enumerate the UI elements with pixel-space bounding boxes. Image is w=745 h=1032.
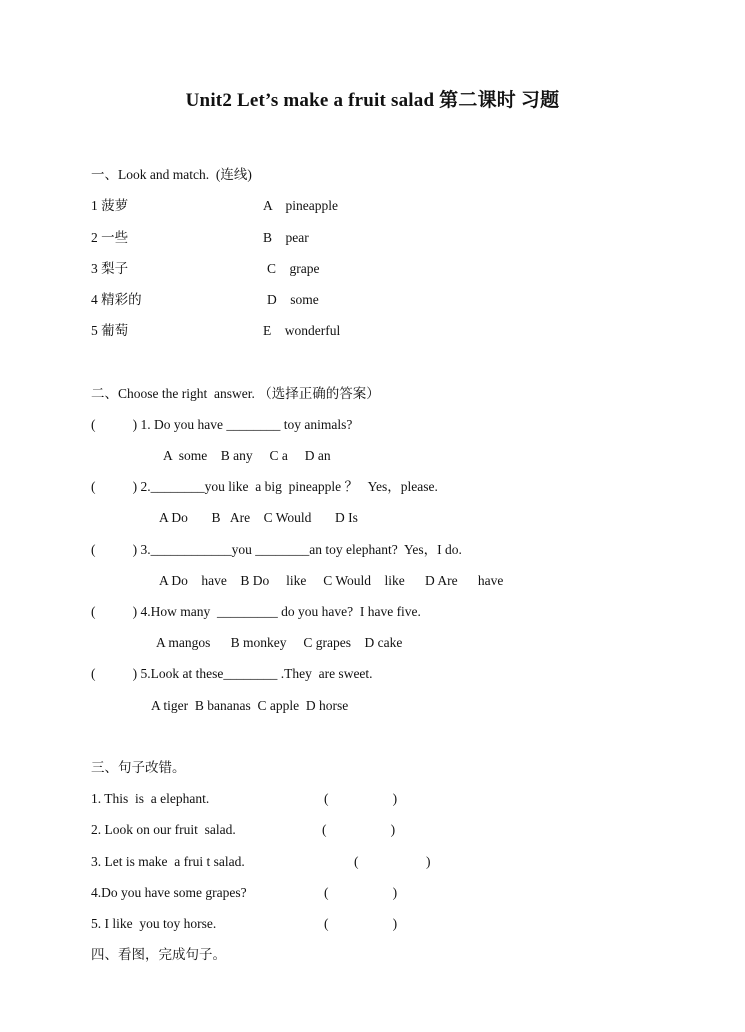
match-left-item: 4 精彩的 — [91, 292, 142, 307]
question-options: A mangos B monkey C grapes D cake — [156, 635, 403, 650]
match-left-item: 5 葡萄 — [91, 323, 129, 338]
correction-sentence: 5. I like you toy horse. — [91, 916, 217, 931]
match-right-item: D some — [267, 292, 319, 307]
answer-blank[interactable]: ( ) — [322, 822, 396, 837]
question-options: A Do have B Do like C Would like D Are have — [159, 573, 504, 588]
correction-sentence: 2. Look on our fruit salad. — [91, 822, 236, 837]
section2-heading: 二、Choose the right answer. （选择正确的答案） — [91, 386, 380, 401]
answer-blank[interactable]: ( ) — [324, 916, 398, 931]
question-options: A tiger B bananas C apple D horse — [151, 698, 349, 713]
match-left-item: 2 一些 — [91, 230, 129, 245]
question-stem: ( ) 2.________you like a big pineapple ？ Yes，please. — [91, 479, 438, 494]
match-left-item: 1 菠萝 — [91, 198, 129, 213]
page-title: Unit2 Let’s make a fruit salad 第二课时 习题 — [185, 90, 560, 111]
section3-heading: 三、句子改错。 — [91, 760, 186, 775]
question-stem: ( ) 5.Look at these________ .They are sweet. — [91, 666, 373, 681]
question-stem: ( ) 3.____________you ________an toy elephant? Yes，I do. — [91, 542, 462, 557]
answer-blank[interactable]: ( ) — [354, 854, 431, 869]
section1-heading: 一、Look and match. (连线) — [91, 167, 252, 182]
question-stem: ( ) 4.How many _________ do you have? I have five. — [91, 604, 421, 619]
section4-heading: 四、看图，完成句子。 — [91, 947, 226, 962]
question-stem: ( ) 1. Do you have ________ toy animals? — [91, 417, 353, 432]
match-right-item: C grape — [267, 261, 320, 276]
match-right-item: B pear — [263, 230, 309, 245]
answer-blank[interactable]: ( ) — [324, 885, 398, 900]
correction-sentence: 3. Let is make a frui t salad. — [91, 854, 245, 869]
correction-sentence: 4.Do you have some grapes? — [91, 885, 247, 900]
match-left-item: 3 梨子 — [91, 261, 129, 276]
match-right-item: E wonderful — [263, 323, 341, 338]
match-right-item: A pineapple — [263, 198, 338, 213]
question-options: A some B any C a D an — [163, 448, 331, 463]
question-options: A Do B Are C Would D Is — [159, 510, 358, 525]
correction-sentence: 1. This is a elephant. — [91, 791, 210, 806]
answer-blank[interactable]: ( ) — [324, 791, 398, 806]
